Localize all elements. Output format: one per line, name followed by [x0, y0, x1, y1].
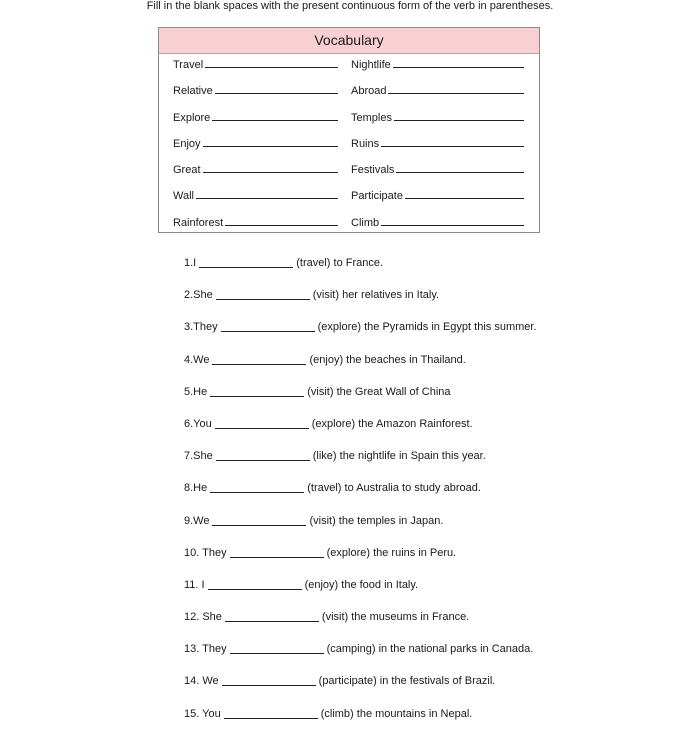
vocabulary-word: Abroad — [351, 85, 387, 98]
vocabulary-answer-line[interactable] — [203, 163, 338, 173]
vocabulary-word: Ruins — [351, 137, 380, 150]
vocabulary-item — [351, 84, 524, 98]
vocabulary-word: Climb — [351, 216, 380, 229]
vocabulary-word: Wall — [173, 190, 194, 203]
vocabulary-title: Vocabulary — [159, 28, 539, 54]
exercise-subject: 13. They — [184, 643, 227, 656]
exercise-blank[interactable] — [210, 386, 304, 397]
exercise-blank[interactable] — [208, 579, 302, 590]
exercise-text: (travel) to Australia to study abroad. — [307, 482, 481, 495]
vocabulary-word: Great — [173, 164, 201, 177]
vocabulary-answer-line[interactable] — [225, 216, 338, 226]
exercise-text: (explore) the Amazon Rainforest. — [311, 417, 473, 430]
vocabulary-item — [351, 111, 524, 125]
exercise-subject: 8.He — [184, 482, 208, 495]
exercise-item — [184, 482, 537, 514]
exercise-text: (visit) her relatives in Italy. — [312, 289, 440, 302]
exercise-blank[interactable] — [210, 482, 304, 493]
vocabulary-answer-line[interactable] — [405, 189, 524, 199]
exercise-blank[interactable] — [224, 708, 318, 719]
vocabulary-item — [173, 137, 338, 151]
vocabulary-answer-line[interactable] — [212, 111, 338, 121]
vocabulary-answer-line[interactable] — [381, 216, 524, 226]
vocabulary-item — [351, 58, 524, 72]
exercise-subject: 3.They — [184, 321, 218, 334]
instructions: Fill in the blank spaces with the present continuous form of the verb in parentheses. — [146, 0, 554, 12]
vocabulary-answer-line[interactable] — [394, 111, 524, 121]
exercise-text: (enjoy) the food in Italy. — [304, 578, 419, 591]
exercise-text: (climb) the mountains in Nepal. — [320, 707, 473, 720]
vocabulary-item — [173, 111, 338, 125]
exercise-item — [184, 579, 537, 611]
exercise-subject: 4.We — [184, 353, 210, 366]
exercise-item — [184, 708, 537, 740]
exercise-blank[interactable] — [216, 450, 310, 461]
vocabulary-grid — [173, 58, 525, 242]
vocabulary-answer-line[interactable] — [381, 137, 524, 147]
exercise-blank[interactable] — [199, 257, 293, 268]
exercise-text: (enjoy) the beaches in Thailand. — [309, 353, 466, 366]
vocabulary-item — [173, 58, 338, 72]
vocabulary-word: Explore — [173, 111, 211, 124]
exercise-text: (visit) the museums in France. — [321, 611, 470, 624]
vocabulary-row — [173, 163, 525, 189]
vocabulary-item — [351, 189, 524, 203]
exercise-item — [184, 354, 537, 386]
exercise-blank[interactable] — [212, 354, 306, 365]
exercise-text: (explore) the ruins in Peru. — [326, 546, 457, 559]
exercise-blank[interactable] — [216, 289, 310, 300]
vocabulary-item — [351, 163, 524, 177]
exercise-item — [184, 611, 537, 643]
exercise-blank[interactable] — [222, 675, 316, 686]
vocabulary-word: Enjoy — [173, 137, 201, 150]
exercise-subject: 11. I — [184, 578, 205, 591]
vocabulary-word: Travel — [173, 59, 204, 71]
exercise-blank[interactable] — [230, 643, 324, 654]
exercise-item — [184, 675, 537, 707]
exercise-subject: 6.You — [184, 417, 212, 430]
vocabulary-answer-line[interactable] — [388, 84, 524, 94]
exercise-text: (travel) to France. — [296, 257, 384, 269]
exercise-item — [184, 321, 537, 353]
exercise-subject: 2.She — [184, 289, 213, 302]
exercise-text: (like) the nightlife in Spain this year. — [312, 450, 486, 463]
exercise-item — [184, 257, 537, 289]
exercise-item — [184, 643, 537, 675]
vocabulary-box — [158, 27, 540, 233]
exercise-subject: 9.We — [184, 514, 210, 527]
vocabulary-word: Participate — [351, 190, 403, 203]
exercise-item — [184, 515, 537, 547]
exercise-subject: 5.He — [184, 385, 208, 398]
exercise-blank[interactable] — [225, 611, 319, 622]
vocabulary-answer-line[interactable] — [396, 163, 524, 173]
vocabulary-row — [173, 84, 525, 110]
vocabulary-row — [173, 137, 525, 163]
exercise-blank[interactable] — [212, 515, 306, 526]
vocabulary-row — [173, 216, 525, 242]
exercise-blank[interactable] — [230, 547, 324, 558]
vocabulary-item — [173, 84, 338, 98]
vocabulary-word: Rainforest — [173, 216, 224, 229]
vocabulary-answer-line[interactable] — [393, 58, 524, 68]
exercise-list — [184, 257, 537, 740]
vocabulary-answer-line[interactable] — [196, 189, 338, 199]
vocabulary-word: Festivals — [351, 164, 395, 177]
exercise-text: (explore) the Pyramids in Egypt this summer. — [317, 321, 537, 334]
vocabulary-word: Nightlife — [351, 59, 391, 71]
vocabulary-item — [351, 137, 524, 151]
vocabulary-item — [173, 189, 338, 203]
exercise-item — [184, 289, 537, 321]
vocabulary-answer-line[interactable] — [205, 58, 338, 68]
exercise-blank[interactable] — [215, 418, 309, 429]
vocabulary-word: Relative — [173, 85, 213, 98]
exercise-subject: 12. She — [184, 611, 222, 624]
vocabulary-row — [173, 58, 525, 84]
exercise-subject: 7.She — [184, 450, 213, 463]
exercise-text: (visit) the temples in Japan. — [309, 514, 444, 527]
vocabulary-answer-line[interactable] — [215, 84, 338, 94]
exercise-text: (participate) in the festivals of Brazil. — [318, 675, 496, 688]
exercise-subject: 15. You — [184, 707, 221, 720]
exercise-item — [184, 418, 537, 450]
exercise-subject: 1.I — [184, 257, 197, 269]
vocabulary-item — [173, 216, 338, 230]
exercise-subject: 10. They — [184, 546, 227, 559]
exercise-text: (visit) the Great Wall of China — [307, 385, 451, 398]
vocabulary-word: Temples — [351, 111, 392, 124]
exercise-item — [184, 450, 537, 482]
vocabulary-item — [351, 216, 524, 230]
exercise-item — [184, 386, 537, 418]
vocabulary-row — [173, 111, 525, 137]
vocabulary-row — [173, 189, 525, 215]
vocabulary-item — [173, 163, 338, 177]
exercise-item — [184, 547, 537, 579]
exercise-subject: 14. We — [184, 675, 219, 688]
exercise-text: (camping) in the national parks in Canada. — [326, 643, 534, 656]
vocabulary-answer-line[interactable] — [203, 137, 338, 147]
exercise-blank[interactable] — [221, 321, 315, 332]
